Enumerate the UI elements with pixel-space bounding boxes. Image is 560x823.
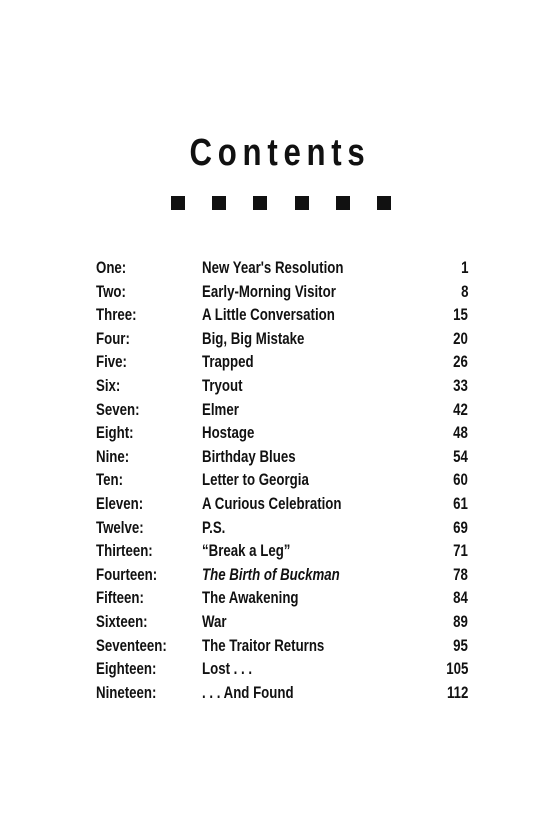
chapter-title: The Awakening — [202, 588, 299, 608]
toc-entry — [96, 327, 468, 351]
page-number: 8 — [460, 281, 468, 301]
chapter-number: Sixteen: — [96, 611, 148, 631]
toc-entry — [96, 610, 468, 634]
page-number: 20 — [453, 328, 468, 348]
chapter-number: Four: — [96, 328, 130, 348]
chapter-number: Six: — [96, 375, 121, 395]
chapter-number: Fifteen: — [96, 588, 144, 608]
chapter-title: P.S. — [202, 517, 226, 537]
toc-entry — [96, 350, 468, 374]
page-number: 60 — [453, 470, 468, 490]
square-ornament — [253, 196, 267, 210]
chapter-number: Fourteen: — [96, 564, 158, 584]
chapter-title: Tryout — [202, 375, 243, 395]
chapter-number: One: — [96, 258, 127, 277]
chapter-number: Ten: — [96, 470, 124, 490]
toc-entry — [96, 539, 468, 563]
chapter-title: Early-Morning Visitor — [202, 281, 336, 301]
page-number: 69 — [453, 517, 468, 537]
chapter-number: Two: — [96, 281, 126, 301]
toc-entry — [96, 468, 468, 492]
chapter-title: The Traitor Returns — [202, 635, 325, 655]
chapter-title: New Year's Resolution — [202, 258, 344, 277]
chapter-title: The Birth of Buckman — [202, 564, 340, 584]
page-number: 105 — [445, 659, 468, 679]
toc-entry — [96, 280, 468, 304]
chapter-number: Three: — [96, 305, 137, 325]
chapter-title: A Curious Celebration — [202, 493, 342, 513]
chapter-title: Trapped — [202, 352, 254, 372]
chapter-title: Birthday Blues — [202, 446, 296, 466]
chapter-number: Twelve: — [96, 517, 144, 537]
page-number: 61 — [453, 493, 468, 513]
chapter-title: Letter to Georgia — [202, 470, 309, 490]
square-ornament — [377, 196, 391, 210]
page-number: 89 — [453, 611, 468, 631]
toc-entry — [96, 398, 468, 422]
toc-entry — [96, 681, 468, 705]
toc-entry — [96, 586, 468, 610]
chapter-title: . . . And Found — [202, 682, 294, 702]
chapter-number: Eight: — [96, 423, 134, 443]
page-number: 15 — [453, 305, 468, 325]
chapter-number: Eleven: — [96, 493, 144, 513]
page-number: 48 — [453, 423, 468, 443]
chapter-title: A Little Conversation — [202, 305, 335, 325]
square-ornament — [212, 196, 226, 210]
page-number: 33 — [453, 375, 468, 395]
toc-entry — [96, 492, 468, 516]
toc-entry — [96, 657, 468, 681]
chapter-number: Five: — [96, 352, 127, 372]
page-number: 84 — [453, 588, 468, 608]
chapter-number: Seventeen: — [96, 635, 167, 655]
chapter-number: Eighteen: — [96, 659, 157, 679]
toc-entry — [96, 563, 468, 587]
page-number: 112 — [446, 682, 468, 702]
toc-entry — [96, 303, 468, 327]
toc-entry — [96, 374, 468, 398]
page-number: 78 — [453, 564, 468, 584]
page-number: 71 — [453, 541, 468, 561]
chapter-title: Elmer — [202, 399, 239, 419]
chapter-title: Big, Big Mistake — [202, 328, 305, 348]
square-ornament — [295, 196, 309, 210]
toc-entry — [96, 634, 468, 658]
chapter-number: Seven: — [96, 399, 140, 419]
square-ornament — [336, 196, 350, 210]
decorative-squares — [171, 196, 391, 212]
square-ornament — [171, 196, 185, 210]
page-title: Contents — [189, 132, 371, 174]
chapter-title: Lost . . . — [202, 659, 253, 679]
chapter-number: Thirteen: — [96, 541, 153, 561]
chapter-number: Nineteen: — [96, 682, 157, 702]
chapter-title: “Break a Leg” — [202, 541, 291, 561]
page-number: 26 — [453, 352, 468, 372]
table-of-contents — [96, 256, 468, 704]
page-number: 1 — [460, 258, 468, 277]
toc-entry — [96, 256, 468, 280]
page-number: 42 — [453, 399, 468, 419]
page-number: 95 — [453, 635, 468, 655]
chapter-title: Hostage — [202, 423, 255, 443]
toc-entry — [96, 445, 468, 469]
toc-entry — [96, 516, 468, 540]
toc-entry — [96, 421, 468, 445]
chapter-title: War — [202, 611, 227, 631]
chapter-number: Nine: — [96, 446, 130, 466]
page-number: 54 — [453, 446, 468, 466]
